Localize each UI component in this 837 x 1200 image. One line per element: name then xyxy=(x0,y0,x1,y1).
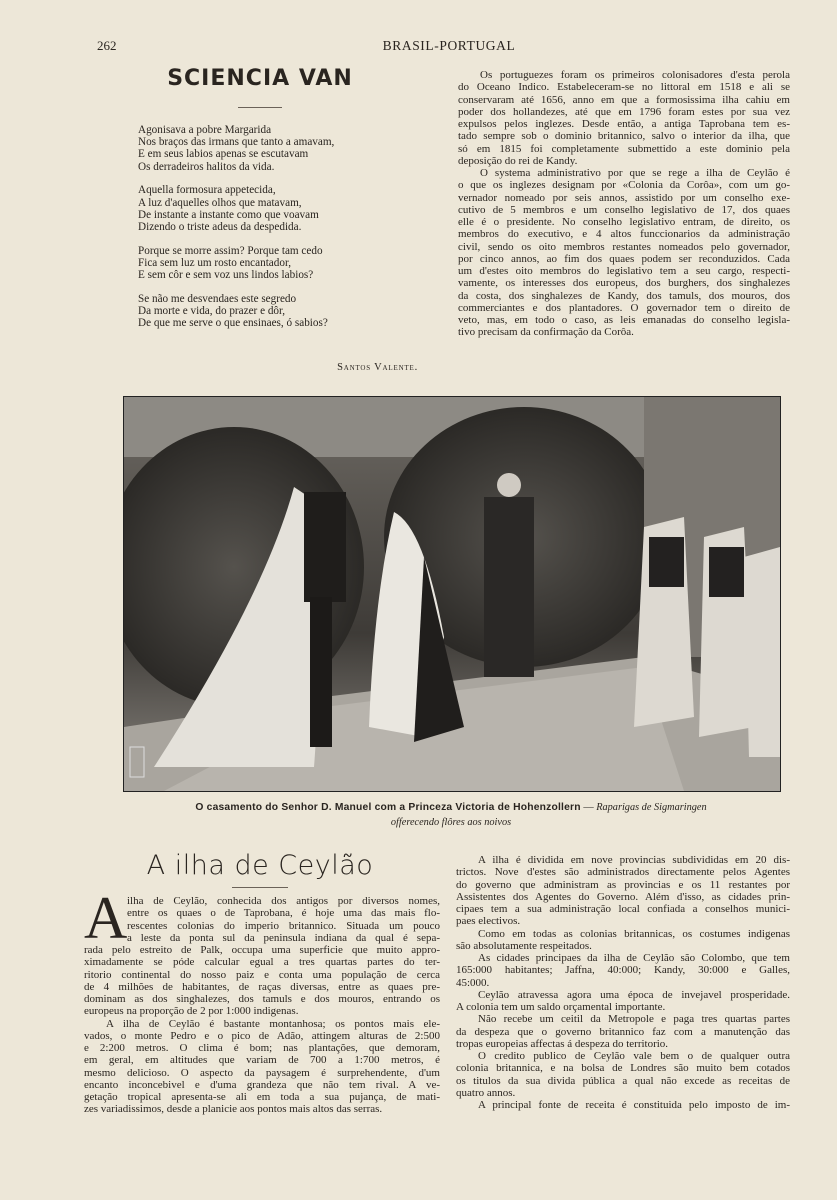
text-line: paes electivos. xyxy=(456,915,521,928)
text-line: A colonia tem um saldo orçamental importante. xyxy=(456,1001,666,1013)
text-line: A ilha é dividida em nove provincias subdivididas em 20 dis- xyxy=(478,854,790,866)
photo-caption-line2: offerecendo flôres aos noivos xyxy=(390,817,512,828)
text-line: deposição do rei de Kandy. xyxy=(458,154,578,167)
text-line: civil, sendo os oito membros restantes nomeados pelo governador, xyxy=(458,240,790,253)
text-line: ximadamente se póde calcular egual a tres quartas partes do ter- xyxy=(84,956,440,969)
wedding-photo-image xyxy=(124,397,780,791)
text-line: do governo que administram as provincias e os 11 restantes por xyxy=(456,878,790,891)
text-line: rada pelo estreito de Palk, occupa uma superficie que muito appro- xyxy=(84,944,440,956)
text-line: por cinco annos, ao fim dos quaes podem ser reconduzidos. Cada xyxy=(458,252,790,265)
photo-caption xyxy=(118,802,784,813)
text-line: 165:000 habitantes; Jaffna, 40:000; Kandy, 30:000 e Galles, xyxy=(456,964,790,977)
poem-line: Fica sem luz um rosto encantador, xyxy=(138,256,292,269)
text-line: e 2:200 metros. O clima é bom; nas plantações, que demoram, xyxy=(84,1042,440,1054)
poem-line: Dizendo o triste adeus da despedida. xyxy=(138,220,302,233)
text-line: vamente, os interesses dos europeus, dos burghers, dos singhalezes xyxy=(458,277,790,290)
text-line: As cidades principaes da ilha de Ceylão são Colombo, que tem xyxy=(478,952,790,964)
text-line: dominam as dos singhalezes, dos tamuls e dos mouros, entrando os xyxy=(84,993,440,1005)
poem-line: E em seus labios apenas se escutavam xyxy=(138,148,309,161)
text-line: Não recebe um ceitil da Metropole e paga tres quartas partes xyxy=(478,1013,790,1026)
text-line: ritorio continental do nosso paiz e conta uma população de cerca xyxy=(84,968,440,981)
text-line: cipaes tem a sua administração local confiada a conselhos munici- xyxy=(456,903,790,915)
poem-line: De que me serve o que ensinaes, ó sabios? xyxy=(138,317,328,330)
text-line: ilha de Ceylão, conhecida dos antigos por diversos nomes, xyxy=(127,895,440,907)
text-line: O credito publico de Ceylão vale bem o de qualquer outra xyxy=(478,1050,790,1062)
article-column-bottom-right xyxy=(456,854,790,1111)
text-line: do Oceano Indico. Estabeleceram-se no littoral em 1518 e ali se xyxy=(458,81,790,94)
poem-line: De instante a instante como que voavam xyxy=(138,208,319,221)
text-line: europeus na proporção de 2 por 1:000 indigenas. xyxy=(84,1005,299,1018)
poem-stanza xyxy=(138,245,334,282)
poem-line: Da morte e vida, do prazer e dôr, xyxy=(138,304,286,317)
text-line: vados, o monte Pedro e o pico de Adão, attingem alturas de 2:500 xyxy=(84,1029,440,1042)
text-line: A ilha de Ceylão é bastante montanhosa; os pontos mais ele- xyxy=(106,1017,440,1030)
text-line: tivo precisam da confirmação da Corôa. xyxy=(458,326,634,339)
text-line: o que os inglezes designam por «Colonia da Corôa», com um go- xyxy=(458,179,790,192)
text-line: membros do executivo, e 4 altos funccionarios da administração xyxy=(458,228,790,241)
poem-line: Aquella formosura appetecida, xyxy=(138,184,276,197)
text-line: só em 1815 foi completamente submettido a este dominio pela xyxy=(458,142,790,155)
text-line: da despeza que o governo britannico faz com a manutenção das xyxy=(456,1025,790,1038)
title-rule xyxy=(238,107,282,108)
text-line: em geral, em altitudes que variam de 700 a 1:700 metros, é xyxy=(84,1054,440,1067)
poem-line: A luz d'aquelles olhos que matavam, xyxy=(138,196,302,209)
text-line: colonia britannica, e na bolsa de Londres são muito bem cotados xyxy=(456,1062,790,1075)
text-line: trictos. Nove d'estes são administrados directamente pelos Agentes xyxy=(456,866,790,879)
poem-line: Porque se morre assim? Porque tam cedo xyxy=(138,244,323,257)
text-line: elle é o presidente. No conselho legislativo entram, de direito, os xyxy=(458,216,790,228)
article-title: A ilha de Ceylão xyxy=(146,850,374,881)
text-line: vernador nomeado por seis annos, assistido por um conselho exe- xyxy=(458,191,790,204)
article-title-rule xyxy=(232,887,288,888)
text-line: de 4 milhões de habitantes, de raças diversas, entre as quaes pre- xyxy=(84,980,440,993)
text-line: da costa, dos singhalezes de Kandy, dos tamuls, dos mouros, dos xyxy=(458,289,790,302)
text-line: 45:000. xyxy=(456,976,490,989)
text-line: um d'estes oito membros do legislativo tem a seu cargo, respecti- xyxy=(458,265,790,277)
photograph-wedding xyxy=(123,396,781,792)
text-line: getação tropical apresenta-se ali em toda a sua pujança, de mati- xyxy=(84,1091,440,1103)
caption-dash: — xyxy=(580,802,597,813)
text-line: commerciantes e dos plantadores. O governador tem o direito de xyxy=(458,301,790,314)
drop-cap: A xyxy=(84,885,128,951)
poem-stanza xyxy=(138,184,334,233)
poem-line: Agonisava a pobre Margarida xyxy=(138,124,272,136)
text-line: zes variadissimos, desde a planicie aos pontos mais altos das serras. xyxy=(84,1103,383,1116)
text-line: quatro annos. xyxy=(456,1086,516,1099)
text-line: A principal fonte de receita é constituida pelo imposto de im- xyxy=(478,1099,790,1111)
page-number: 262 xyxy=(97,38,117,53)
poem-author: Santos Valente. xyxy=(337,362,418,373)
text-line: tropas europeias affectas á despeza do territorio. xyxy=(456,1037,669,1050)
poem-title: SCIENCIA VAN xyxy=(167,66,353,91)
text-line: encanto inconcebivel e d'uma grandeza que não tem rival. A ve- xyxy=(84,1078,440,1091)
poem-line: Os derradeiros halitos da vida. xyxy=(138,160,275,173)
text-line: tado sempre sob o dominio britannico, salvo o interior da ilha, que xyxy=(458,130,790,143)
caption-subtitle: Raparigas de Sigmaringen xyxy=(596,802,707,813)
poem-line: E sem côr e sem voz uns lindos labios? xyxy=(138,269,314,282)
text-line: cutivo de 5 membros e um conselho legislativo de 17, dos quaes xyxy=(458,203,790,216)
text-line: Como em todas as colonias britannicas, os costumes indigenas xyxy=(478,927,790,940)
article-column-bottom-left xyxy=(84,885,440,1116)
poem-line: Se não me desvendaes este segredo xyxy=(138,292,297,305)
text-line: a leste da ponta sul da peninsula indiana da qual é sepa- xyxy=(127,931,440,944)
text-line: Assistentes dos Agentes do Governo. Além d'isso, as cidades prin- xyxy=(456,890,790,903)
caption-title: O casamento do Senhor D. Manuel com a Princeza Victoria de Hohenzollern xyxy=(195,802,581,813)
text-line: poder dos hollandezes, até que em 1796 foram estes por sua vez xyxy=(458,105,790,118)
poem-line: Nos braços das irmans que tanto a amavam, xyxy=(138,136,335,149)
article-column-top-right xyxy=(458,69,790,339)
text-line: Os portuguezes foram os primeiros colonisadores d'esta perola xyxy=(480,69,790,81)
poem-body xyxy=(138,124,334,341)
poem-stanza xyxy=(138,293,334,330)
text-line: os titulos da sua divida pública a qual não excede as receitas de xyxy=(456,1074,790,1087)
text-line: conservaram até 1656, anno em que a formosissima ilha cahiu em xyxy=(458,93,790,106)
text-line: expulsos pelos inglezes. Desde então, a antiga Taprobana tem es- xyxy=(458,118,790,130)
poem-stanza xyxy=(138,124,334,173)
running-title: BRASIL-PORTUGAL xyxy=(382,38,516,53)
text-line: Ceylão atravessa agora uma época de invejavel prosperidade. xyxy=(478,988,790,1001)
text-line: rescentes colonias do imperio britannico. Situada um pouco xyxy=(127,919,440,932)
text-line: são absolutamente respeitados. xyxy=(456,939,592,952)
text-line: O systema administrativo por que se rege a ilha de Ceylão é xyxy=(480,167,790,179)
text-line: mesmo delicioso. O aspecto da paysagem é surprehendente, d'um xyxy=(84,1066,440,1079)
text-line: veto, mas, em todo o caso, as leis emanadas do conselho legisla- xyxy=(458,314,790,326)
text-line: entre os quaes o de Taprobana, é hoje uma das mais flo- xyxy=(127,907,440,920)
